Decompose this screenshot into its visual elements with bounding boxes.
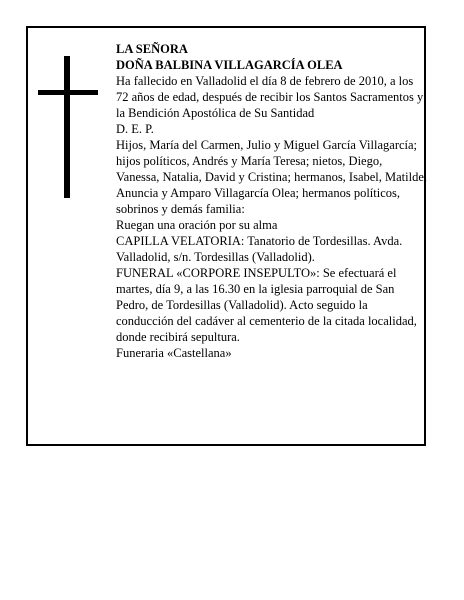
funeral-home: Funeraria «Castellana» xyxy=(116,346,232,360)
deceased-name: DOÑA BALBINA VILLAGARCÍA OLEA xyxy=(116,58,343,72)
title-line-1: LA SEÑORA xyxy=(116,42,188,56)
cross-icon xyxy=(38,56,98,198)
prayer-request: Ruegan una oración por su alma xyxy=(116,218,278,232)
death-paragraph: Ha fallecido en Valladolid el día 8 de febrero de 2010, a los 72 años de edad, después de recibir los Santos Sacramentos y la Bendición Apostólica de Su Santidad xyxy=(116,74,424,120)
cross-horizontal-bar xyxy=(38,90,98,95)
rip-line: D. E. P. xyxy=(116,122,154,136)
cross-vertical-bar xyxy=(64,56,70,198)
family-paragraph: Hijos, María del Carmen, Julio y Miguel García Villagarcía; hijos políticos, Andrés y María Teresa; nietos, Diego, Vanessa, Natalia, David y Cristina; hermanos, Isabel, Matilde, Anuncia y Amparo Villagarcía Olea; hermanos políticos, sobrinos y demás familia: xyxy=(116,138,428,216)
notice-text xyxy=(116,41,428,361)
funeral-paragraph: FUNERAL «CORPORE INSEPULTO»: Se efectuará el martes, día 9, a las 16.30 en la iglesia parroquial de San Pedro, de Tordesillas (Valladolid). Acto seguido la conducción del cadáver al cementerio de la citada localidad, donde recibirá sepultura. xyxy=(116,266,417,344)
obituary-notice xyxy=(26,26,426,446)
chapel-paragraph: CAPILLA VELATORIA: Tanatorio de Tordesillas. Avda. Valladolid, s/n. Tordesillas (Valladolid). xyxy=(116,234,403,264)
